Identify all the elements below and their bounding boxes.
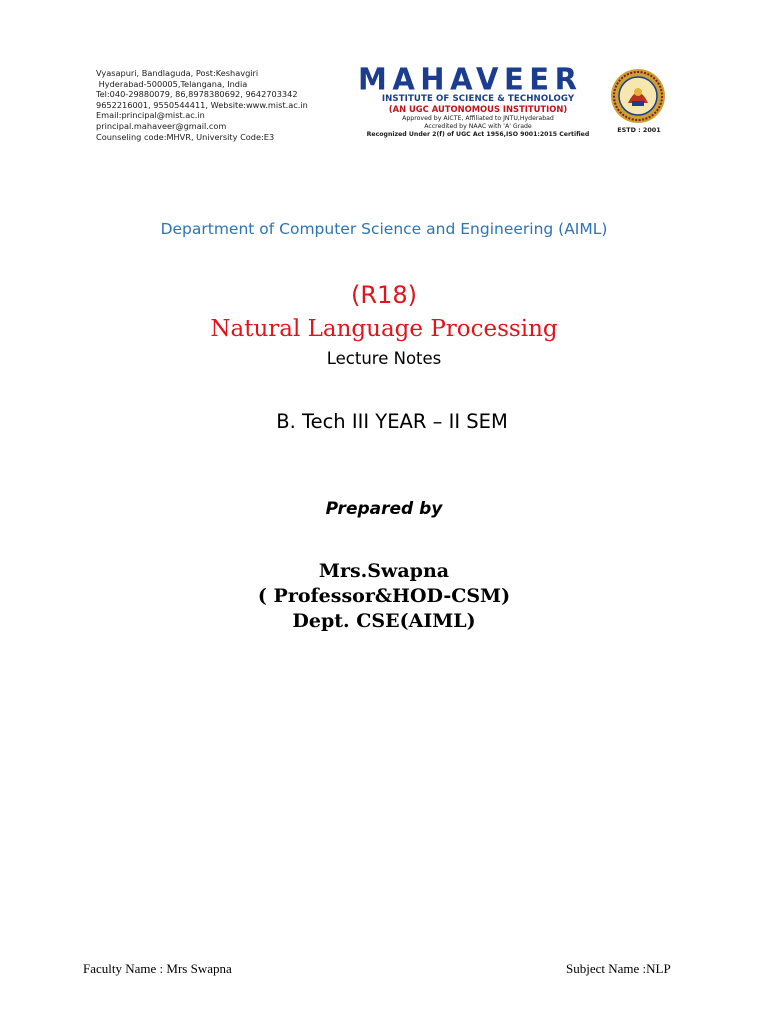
contact-block (96, 68, 356, 142)
established-label: ESTD : 2001 (617, 126, 661, 134)
footer-subject-name: Subject Name :NLP (566, 961, 671, 976)
department-title: Department of Computer Science and Engineering (AIML) (160, 220, 608, 238)
autonomous-label: (AN UGC AUTONOMOUS INSTITUTION) (388, 104, 568, 114)
prepared-by-label: Prepared by (325, 499, 443, 519)
contact-line: Counseling code:MHVR, University Code:E3 (96, 131, 275, 142)
footer-faculty-name: Faculty Name : Mrs Swapna (83, 961, 232, 976)
institute-seal-icon (610, 68, 666, 124)
approval-line: Approved by AICTE, Affiliated to JNTU,Hyderabad (402, 115, 554, 122)
recognition-line: Recognized Under 2(f) of UGC Act 1956,ISO 9001:2015 Certified (366, 131, 590, 138)
contact-line: Hyderabad-500005,Telangana, India (96, 78, 248, 89)
institute-subtitle: INSTITUTE OF SCIENCE & TECHNOLOGY (381, 94, 575, 104)
author-department: Dept. CSE(AIML) (292, 610, 476, 632)
contact-line: principal.mahaveer@gmail.com (96, 120, 227, 131)
document-type: Lecture Notes (326, 349, 442, 368)
author-designation: ( Professor&HOD-CSM) (257, 585, 511, 607)
subject-title: Natural Language Processing (210, 316, 558, 342)
contact-line: Vyasapuri, Bandlaguda, Post:Keshavgiri (96, 68, 259, 78)
regulation-code: (R18) (351, 281, 417, 309)
course-year: B. Tech III YEAR – II SEM (276, 410, 508, 433)
accreditation-line: Accredited by NAAC with 'A' Grade (424, 123, 532, 130)
institute-logo-name: MAHAVEER (358, 61, 583, 97)
contact-line: 9652216001, 9550544411, Website:www.mist.ac.in (96, 99, 308, 110)
contact-line: Email:principal@mist.ac.in (96, 110, 205, 121)
contact-line: Tel:040-29880079, 86,8978380692, 9642703342 (96, 89, 298, 100)
author-name: Mrs.Swapna (318, 560, 450, 582)
